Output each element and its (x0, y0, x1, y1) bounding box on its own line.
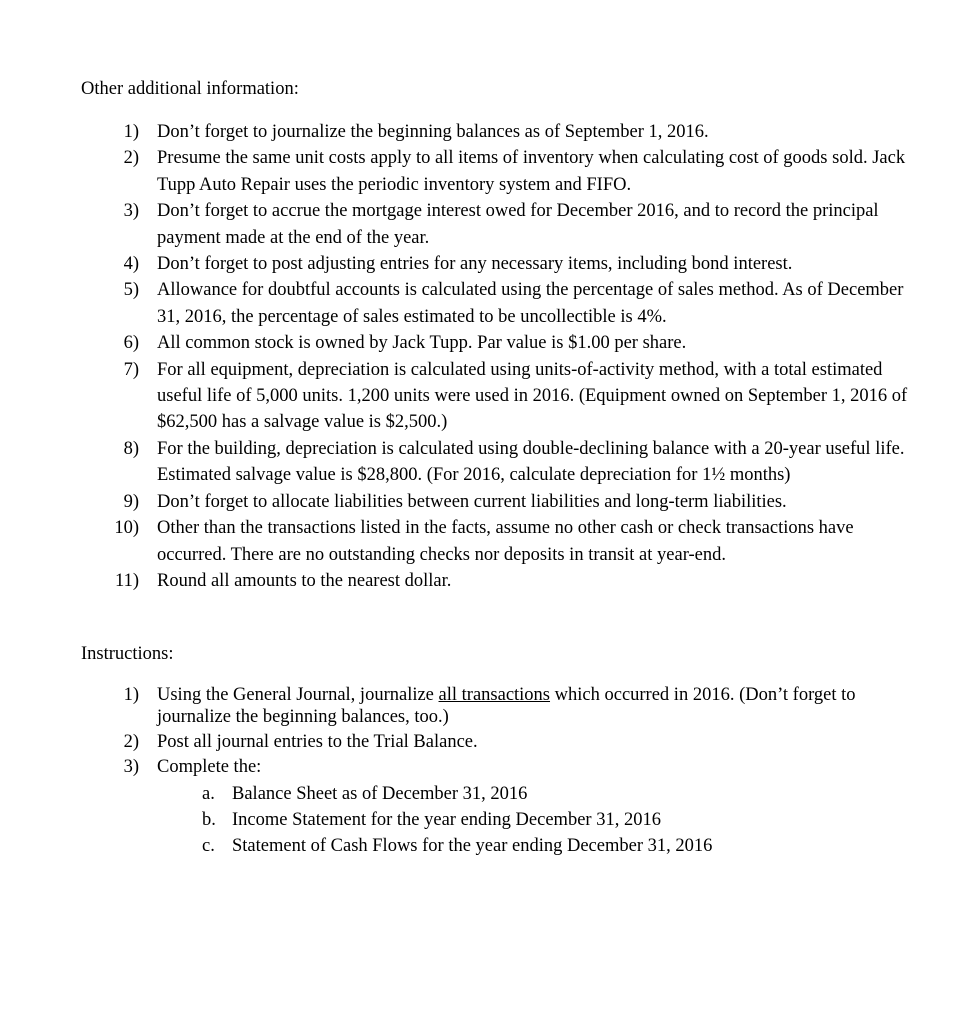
complete-sublist (0, 781, 979, 859)
item-text: Allowance for doubtful accounts is calculated using the percentage of sales method. As of December 31, 2016, the percentage of sales estimated to be uncollectible is 4%. (157, 280, 904, 327)
list-item (123, 251, 917, 277)
sub-letter: a. (202, 784, 215, 804)
item-number: 5) (123, 280, 139, 301)
sub-letter: c. (202, 836, 215, 856)
other-info-list (0, 119, 979, 594)
instruction-item (123, 756, 917, 778)
item-text: Don’t forget to post adjusting entries for any necessary items, including bond interest. (157, 254, 793, 275)
item-number: 10) (114, 518, 139, 539)
item-number: 1) (123, 685, 139, 705)
item-text: All common stock is owned by Jack Tupp. Par value is $1.00 per share. (157, 333, 687, 354)
item-number: 1) (123, 122, 139, 142)
sub-text: Statement of Cash Flows for the year ending December 31, 2016 (232, 836, 713, 856)
item-text: Round all amounts to the nearest dollar. (157, 570, 452, 591)
instruction-item (123, 731, 917, 753)
other-info-heading: Other additional information: (81, 79, 299, 99)
item-text: Post all journal entries to the Trial Balance. (157, 732, 478, 752)
item-number: 4) (123, 254, 139, 275)
list-item (123, 145, 917, 198)
item-number: 8) (123, 438, 139, 459)
item-number: 7) (123, 359, 139, 380)
instruction-item (123, 684, 917, 728)
list-item (123, 489, 917, 515)
list-item (123, 277, 917, 330)
item-number: 9) (123, 491, 139, 512)
item-text: Other than the transactions listed in the facts, assume no other cash or check transactions have occurred. There are no outstanding checks nor deposits in transit at year-end. (157, 518, 854, 565)
item-text: Don’t forget to journalize the beginning balances as of September 1, 2016. (157, 122, 709, 142)
item-text (157, 684, 917, 728)
sub-text: Income Statement for the year ending December 31, 2016 (232, 810, 661, 830)
sublist-item (202, 807, 979, 833)
item-number: 11) (115, 570, 139, 591)
item-number: 2) (123, 732, 139, 752)
list-item (123, 436, 917, 489)
underlined-text: all transactions (438, 685, 551, 705)
item-number: 6) (123, 333, 139, 354)
item-text: Presume the same unit costs apply to all items of inventory when calculating cost of goods sold. Jack Tupp Auto Repair uses the periodic inventory system and FIFO. (157, 148, 906, 195)
item-number: 2) (123, 148, 139, 169)
sub-text: Balance Sheet as of December 31, 2016 (232, 784, 528, 804)
instructions-heading: Instructions: (81, 644, 174, 664)
sublist-item (202, 781, 979, 807)
list-item (123, 198, 917, 251)
item-text: Complete the: (157, 757, 262, 777)
item-text-after: which occurred in 2016. (Don’t forget to journalize the beginning balances, too.) (157, 685, 856, 727)
list-item (114, 515, 917, 568)
item-text-before: Using the General Journal, journalize (157, 685, 439, 705)
list-item (123, 119, 917, 145)
item-text: For all equipment, depreciation is calculated using units-of-activity method, with a total estimated useful life of 5,000 units. 1,200 units were used in 2016. (Equipment owned on September 1, 2016 of $62,500 has a salvage value is $2,500.) (157, 359, 908, 433)
list-item (123, 357, 917, 436)
item-number: 3) (123, 201, 139, 222)
sub-letter: b. (202, 810, 216, 830)
item-text: Don’t forget to allocate liabilities between current liabilities and long-term liabilities. (157, 491, 787, 512)
sublist-item (202, 833, 979, 859)
list-item (115, 568, 917, 594)
item-number: 3) (123, 757, 139, 777)
instructions-list (0, 684, 979, 859)
item-text: Don’t forget to accrue the mortgage interest owed for December 2016, and to record the principal payment made at the end of the year. (157, 201, 879, 248)
list-item (123, 330, 917, 356)
item-text: For the building, depreciation is calculated using double-declining balance with a 20-year useful life. Estimated salvage value is $28,800. (For 2016, calculate depreciation for 1½ months) (157, 438, 905, 486)
